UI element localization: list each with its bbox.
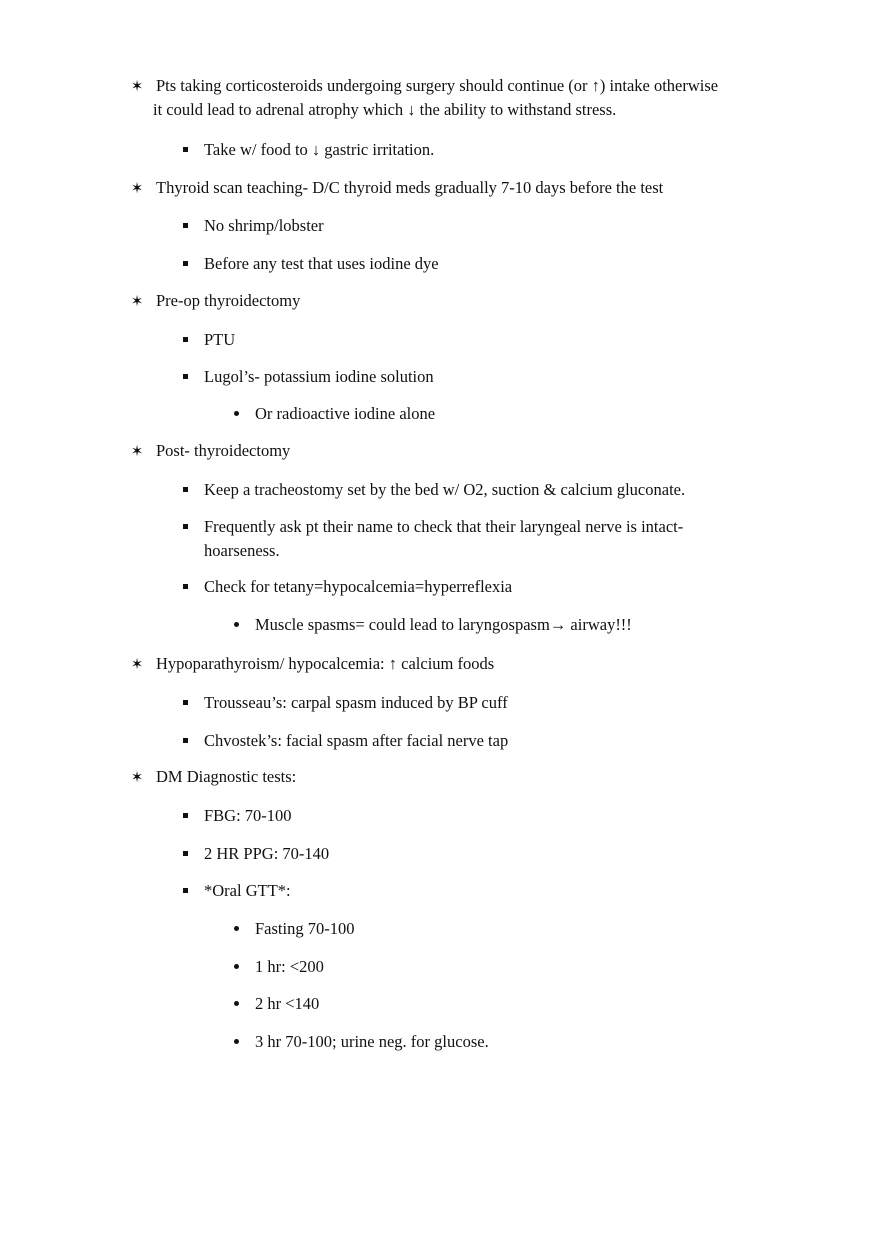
star-bullet-icon: ✶ [130,768,144,786]
square-bullet-icon [183,487,188,492]
preop-thyroidectomy-heading: Pre-op thyroidectomy [156,291,301,310]
postop-thyroidectomy-heading: Post- thyroidectomy [156,441,291,460]
square-bullet-icon [183,738,188,743]
square-bullet-icon [183,261,188,266]
square-bullet-icon [183,147,188,152]
thyroid-scan-heading: Thyroid scan teaching- D/C thyroid meds gradually 7-10 days before the test [156,178,664,197]
round-bullet-icon [234,926,239,931]
star-bullet-icon: ✶ [130,655,144,673]
square-bullet-icon [183,813,188,818]
thyroid-scan-item: No shrimp/lobster [204,216,324,235]
gtt-item: 1 hr: <200 [255,957,324,976]
star-bullet-icon: ✶ [130,442,144,460]
square-bullet-icon [183,223,188,228]
square-bullet-icon [183,337,188,342]
gtt-item: 3 hr 70-100; urine neg. for glucose. [255,1032,489,1051]
round-bullet-icon [234,1039,239,1044]
round-bullet-icon [234,1001,239,1006]
gtt-item: 2 hr <140 [255,994,320,1013]
thyroid-scan-item: Before any test that uses iodine dye [204,254,439,273]
round-bullet-icon [234,411,239,416]
square-bullet-icon [183,584,188,589]
dm-test-item: 2 HR PPG: 70-140 [204,844,330,863]
preop-item: Lugol’s- potassium iodine solution [204,367,434,386]
square-bullet-icon [183,851,188,856]
dm-test-item: *Oral GTT*: [204,881,291,900]
square-bullet-icon [183,700,188,705]
star-bullet-icon: ✶ [130,292,144,310]
postop-item-line2: hoarseness. [204,541,280,560]
square-bullet-icon [183,524,188,529]
corticosteroids-note-line1: Pts taking corticosteroids undergoing surgery should continue (or ↑) intake otherwise [156,76,719,95]
dm-tests-heading: DM Diagnostic tests: [156,767,297,786]
postop-item: Keep a tracheostomy set by the bed w/ O2, suction & calcium gluconate. [204,480,686,499]
corticosteroids-note-line2: it could lead to adrenal atrophy which ↓ the ability to withstand stress. [153,100,617,119]
preop-detail: Or radioactive iodine alone [255,404,436,423]
dm-test-item: FBG: 70-100 [204,806,292,825]
square-bullet-icon [183,374,188,379]
square-bullet-icon [183,888,188,893]
postop-detail: Muscle spasms= could lead to laryngospasm→ airway!!! [255,615,632,634]
postop-item: Check for tetany=hypocalcemia=hyperreflexia [204,577,513,596]
gtt-item: Fasting 70-100 [255,919,355,938]
hypoparathyroidism-heading: Hypoparathyroism/ hypocalcemia: ↑ calcium foods [156,654,495,673]
star-bullet-icon: ✶ [130,179,144,197]
postop-item-line1: Frequently ask pt their name to check that their laryngeal nerve is intact- [204,517,684,536]
corticosteroids-food-tip: Take w/ food to ↓ gastric irritation. [204,140,435,159]
star-bullet-icon: ✶ [130,77,144,95]
hypoparathyroidism-item: Trousseau’s: carpal spasm induced by BP cuff [204,693,508,712]
round-bullet-icon [234,964,239,969]
preop-item: PTU [204,330,236,349]
hypoparathyroidism-item: Chvostek’s: facial spasm after facial nerve tap [204,731,509,750]
round-bullet-icon [234,622,239,627]
